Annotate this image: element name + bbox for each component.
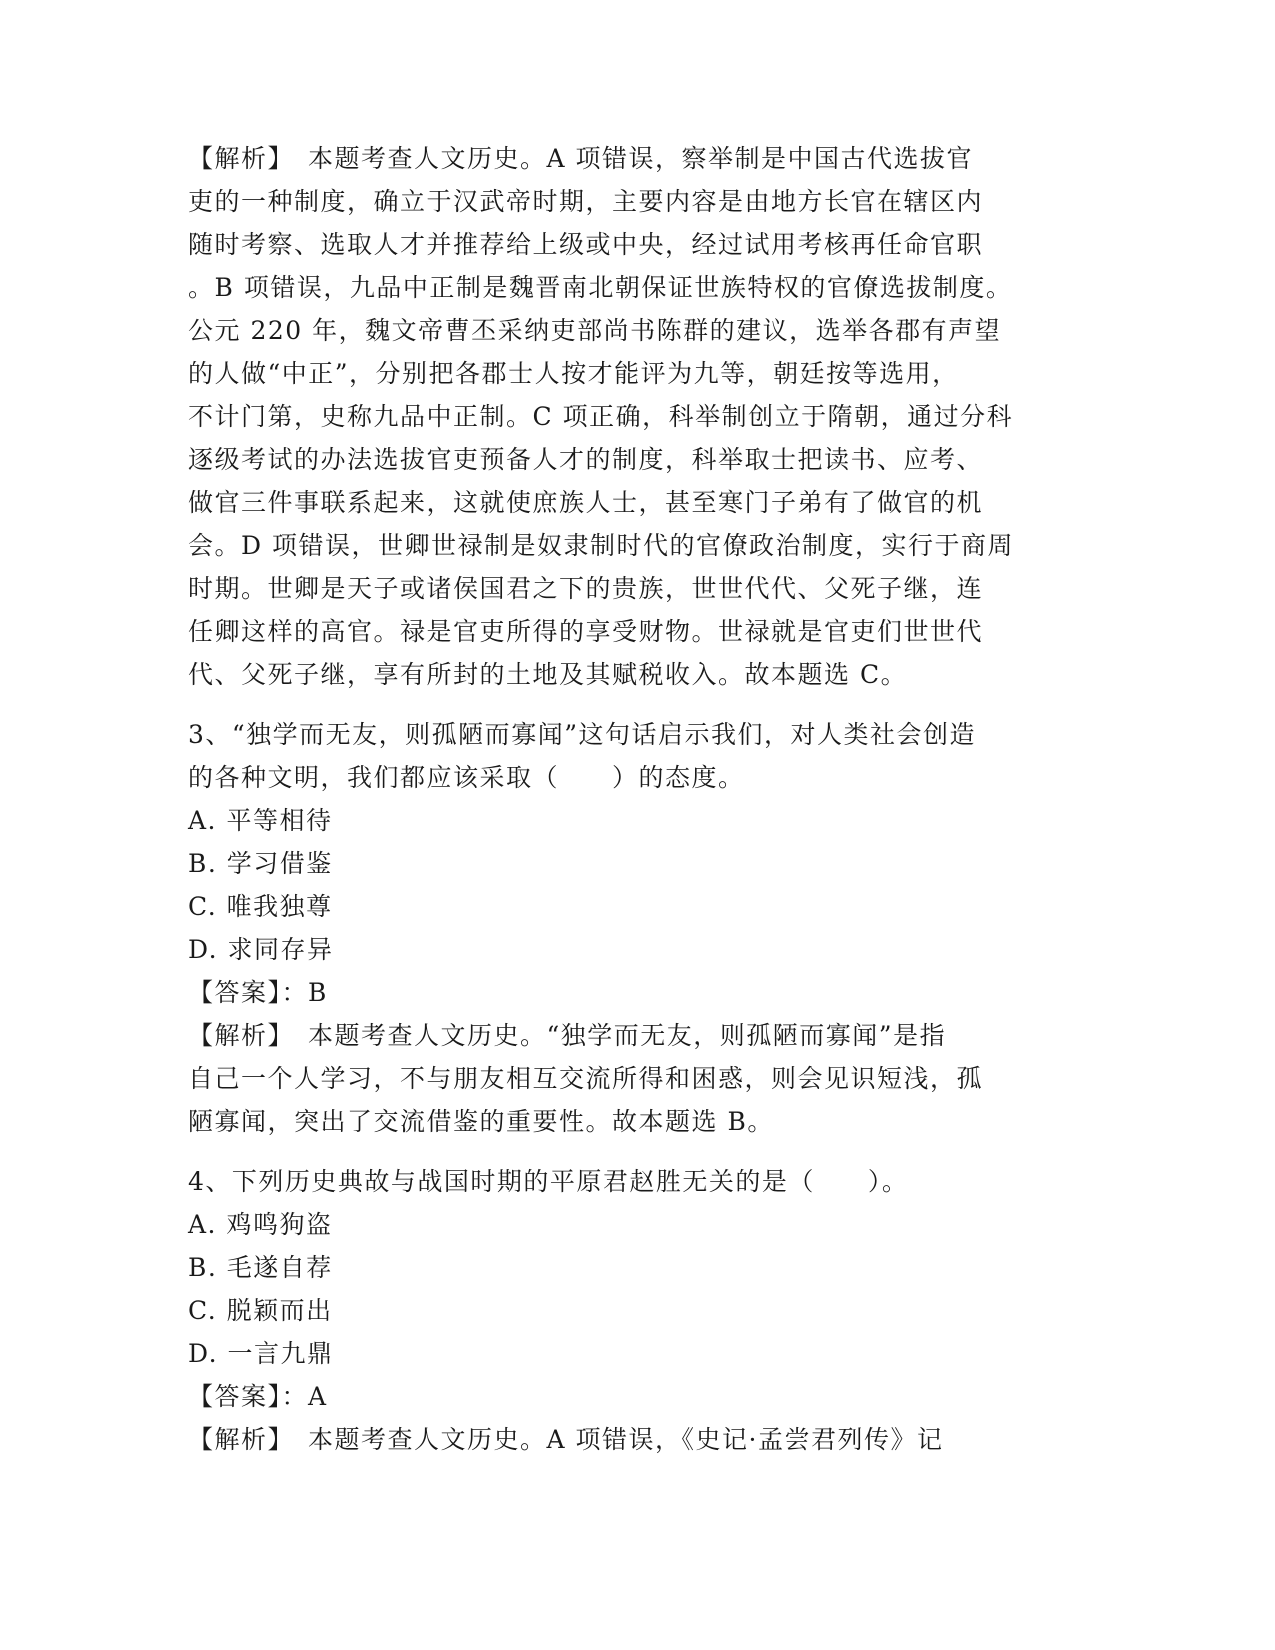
analysis-line: 吏的一种制度，确立于汉武帝时期，主要内容是由地方长官在辖区内 <box>188 187 984 216</box>
option-d: D. 求同存异 <box>188 935 334 964</box>
analysis-line: 逐级考试的办法选拔官吏预备人才的制度，科举取士把读书、应考、 <box>188 445 984 474</box>
analysis-line: 【解析】 本题考查人文历史。A 项错误，察举制是中国古代选拔官 <box>188 144 974 173</box>
analysis-line: 做官三件事联系起来，这就使庶族人士，甚至寒门子弟有了做官的机 <box>188 488 984 517</box>
analysis-line: 。B 项错误，九品中正制是魏晋南北朝保证世族特权的官僚选拔制度。 <box>188 273 1013 302</box>
section-gap <box>188 696 1088 713</box>
analysis-line: 代、父死子继，享有所封的土地及其赋税收入。故本题选 C。 <box>188 660 908 689</box>
analysis-line: 公元 220 年，魏文帝曹丕采纳吏部尚书陈群的建议，选举各郡有声望 <box>188 316 1002 345</box>
analysis-line: 任卿这样的高官。禄是官吏所得的享受财物。世禄就是官吏们世世代 <box>188 617 984 646</box>
question-stem-line: 3、“独学而无友，则孤陋而寡闻”这句话启示我们，对人类社会创造 <box>188 720 976 749</box>
analysis-line: 随时考察、选取人才并推荐给上级或中央，经过试用考核再任命官职 <box>188 230 984 259</box>
analysis-line: 自己一个人学习，不与朋友相互交流所得和困惑，则会见识短浅，孤 <box>188 1064 984 1093</box>
answer-line: 【答案】：A <box>188 1382 328 1411</box>
option-c: C. 唯我独尊 <box>188 892 333 921</box>
question-2-analysis <box>188 137 1088 1461</box>
question-stem-line: 4、下列历史典故与战国时期的平原君赵胜无关的是（ ）。 <box>188 1167 909 1196</box>
question-4 <box>188 1160 1088 1461</box>
analysis-line: 会。D 项错误，世卿世禄制是奴隶制时代的官僚政治制度，实行于商周 <box>188 531 1014 560</box>
question-stem-line: 的各种文明，我们都应该采取（ ）的态度。 <box>188 763 745 792</box>
option-b: B. 学习借鉴 <box>188 849 333 878</box>
analysis-line: 【解析】 本题考查人文历史。“独学而无友，则孤陋而寡闻”是指 <box>188 1021 947 1050</box>
section-gap <box>188 1143 1088 1160</box>
analysis-line: 【解析】 本题考查人文历史。A 项错误，《史记·孟尝君列传》记 <box>188 1425 944 1454</box>
option-a: A. 鸡鸣狗盗 <box>188 1210 333 1239</box>
option-b: B. 毛遂自荐 <box>188 1253 333 1282</box>
option-a: A. 平等相待 <box>188 806 333 835</box>
analysis-line: 时期。世卿是天子或诸侯国君之下的贵族，世世代代、父死子继，连 <box>188 574 984 603</box>
analysis-line: 的人做“中正”，分别把各郡士人按才能评为九等，朝廷按等选用， <box>188 359 959 388</box>
analysis-line: 不计门第，史称九品中正制。C 项正确，科举制创立于隋朝，通过分科 <box>188 402 1014 431</box>
answer-line: 【答案】：B <box>188 978 328 1007</box>
option-d: D. 一言九鼎 <box>188 1339 334 1368</box>
question-3 <box>188 713 1088 1143</box>
analysis-line: 陋寡闻，突出了交流借鉴的重要性。故本题选 B。 <box>188 1107 774 1136</box>
option-c: C. 脱颖而出 <box>188 1296 333 1325</box>
